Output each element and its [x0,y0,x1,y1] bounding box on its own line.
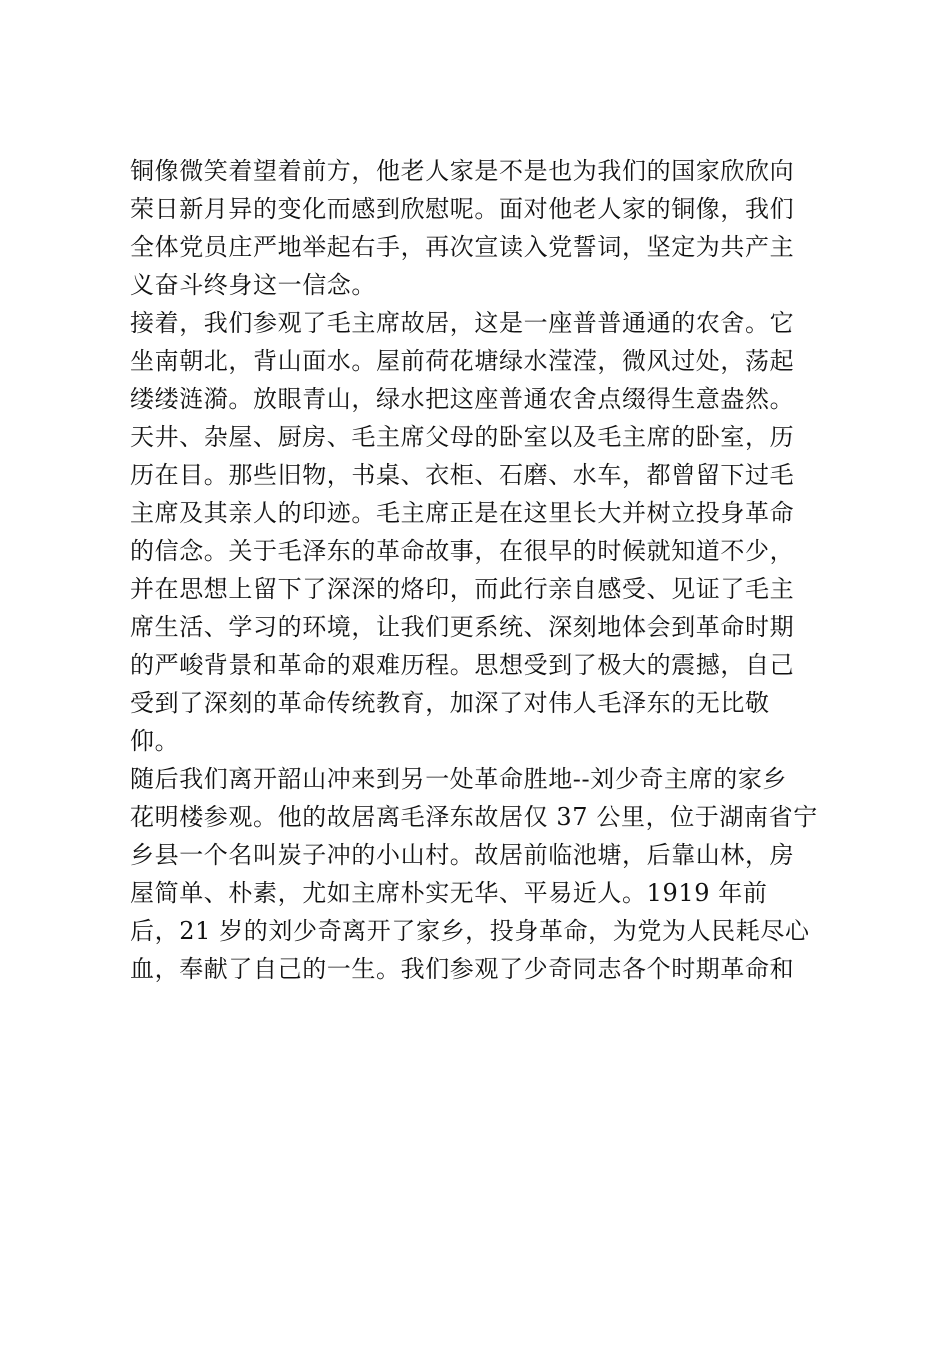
text-line: 义奋斗终身这一信念。 [130,271,376,299]
text-line: 的严峻背景和革命的艰难历程。思想受到了极大的震撼，自己 [130,651,795,679]
text-line: 席生活、学习的环境，让我们更系统、深刻地体会到革命时期 [130,613,795,641]
text-line: 仰。 [130,727,180,755]
text-line: 受到了深刻的革命传统教育，加深了对伟人毛泽东的无比敬 [130,689,770,717]
text-line: 缕缕涟漪。放眼青山，绿水把这座普通农舍点缀得生意盎然。 [130,385,795,413]
text-line: 花明楼参观。他的故居离毛泽东故居仅 37 公里，位于湖南省宁 [130,803,818,831]
body-text [130,152,830,988]
text-line: 天井、杂屋、厨房、毛主席父母的卧室以及毛主席的卧室，历 [130,423,795,451]
text-line: 乡县一个名叫炭子冲的小山村。故居前临池塘，后靠山林，房 [130,841,795,869]
text-line: 历在目。那些旧物，书桌、衣柜、石磨、水车，都曾留下过毛 [130,461,795,489]
text-line: 坐南朝北，背山面水。屋前荷花塘绿水滢滢，微风过处，荡起 [130,347,795,375]
text-line: 后，21 岁的刘少奇离开了家乡，投身革命，为党为人民耗尽心 [130,917,810,945]
text-line: 并在思想上留下了深深的烙印，而此行亲自感受、见证了毛主 [130,575,795,603]
text-line: 屋简单、朴素，尤如主席朴实无华、平易近人。1919 年前 [130,879,768,907]
text-line: 铜像微笑着望着前方，他老人家是不是也为我们的国家欣欣向 [130,157,795,185]
text-line: 接着，我们参观了毛主席故居，这是一座普普通通的农舍。它 [130,309,795,337]
text-line: 全体党员庄严地举起右手，再次宣读入党誓词，坚定为共产主 [130,233,795,261]
text-line: 荣日新月异的变化而感到欣慰呢。面对他老人家的铜像，我们 [130,195,795,223]
text-line: 血，奉献了自己的一生。我们参观了少奇同志各个时期革命和 [130,955,795,983]
text-line: 随后我们离开韶山冲来到另一处革命胜地--刘少奇主席的家乡 [130,765,788,793]
text-line: 主席及其亲人的印迹。毛主席正是在这里长大并树立投身革命 [130,499,795,527]
text-line: 的信念。关于毛泽东的革命故事，在很早的时候就知道不少， [130,537,795,565]
